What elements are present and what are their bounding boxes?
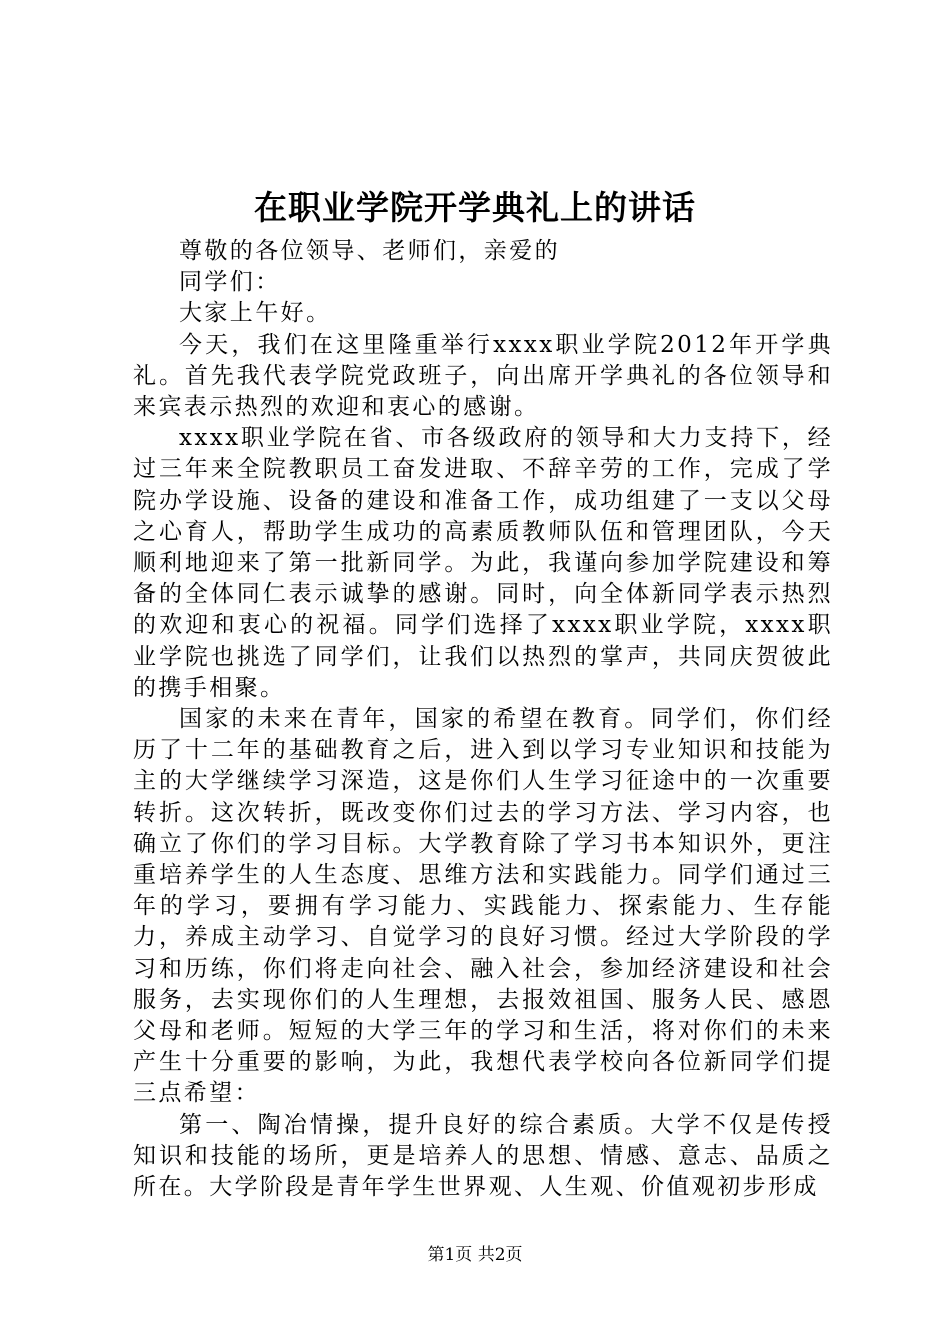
- paragraph-college-history: xxxx职业学院在省、市各级政府的领导和大力支持下，经过三年来全院教职员工奋发进取、不辞辛劳的工作，完成了学院办学设施、设备的建设和准备工作，成功组建了一支以父母之心育人，帮助学生成功的高素质教师队伍和管理团队，今天顺利地迎来了第一批新同学。为此，我谨向参加学院建设和筹备的全体同仁表示诚挚的感谢。同时，向全体新同学表示热烈的欢迎和衷心的祝福。同学们选择了xxxx职业学院，xxxx职业学院也挑选了同学们，让我们以热烈的掌声，共同庆贺彼此的携手相聚。: [133, 425, 833, 701]
- salutation-line-1: 尊敬的各位领导、老师们，亲爱的: [179, 238, 560, 264]
- document-body: [133, 236, 833, 1203]
- paragraph-future-of-youth: 国家的未来在青年，国家的希望在教育。同学们，你们经历了十二年的基础教育之后，进入到以学习专业知识和技能为主的大学继续学习深造，这是你们人生学习征途中的一次重要转折。这次转折，既改变你们过去的学习方法、学习内容，也确立了你们的学习目标。大学教育除了学习书本知识外，更注重培养学生的人生态度、思维方法和实践能力。同学们通过三年的学习，要拥有学习能力、实践能力、探索能力、生存能力，养成主动学习、自觉学习的良好习惯。经过大学阶段的学习和历练，你们将走向社会、融入社会，参加经济建设和社会服务，去实现你们的人生理想，去报效祖国、服务人民、感恩父母和老师。短短的大学三年的学习和生活，将对你们的未来产生十分重要的影响，为此，我想代表学校向各位新同学们提三点希望：: [133, 706, 833, 1107]
- document-title: 在职业学院开学典礼上的讲话: [254, 188, 696, 227]
- page-footer: 第1页 共2页: [427, 1245, 523, 1265]
- greeting: 大家上午好。: [179, 300, 332, 327]
- paragraph-opening: 今天，我们在这里隆重举行xxxx职业学院2012年开学典礼。首先我代表学院党政班子，向出席开学典礼的各位领导和来宾表示热烈的欢迎和衷心的感谢。: [133, 331, 833, 421]
- paragraph-first-hope: 第一、陶冶情操，提升良好的综合素质。大学不仅是传授知识和技能的场所，更是培养人的思想、情感、意志、品质之所在。大学阶段是青年学生世界观、人生观、价值观初步形成: [133, 1111, 833, 1201]
- salutation-line-2: 同学们：: [179, 269, 281, 296]
